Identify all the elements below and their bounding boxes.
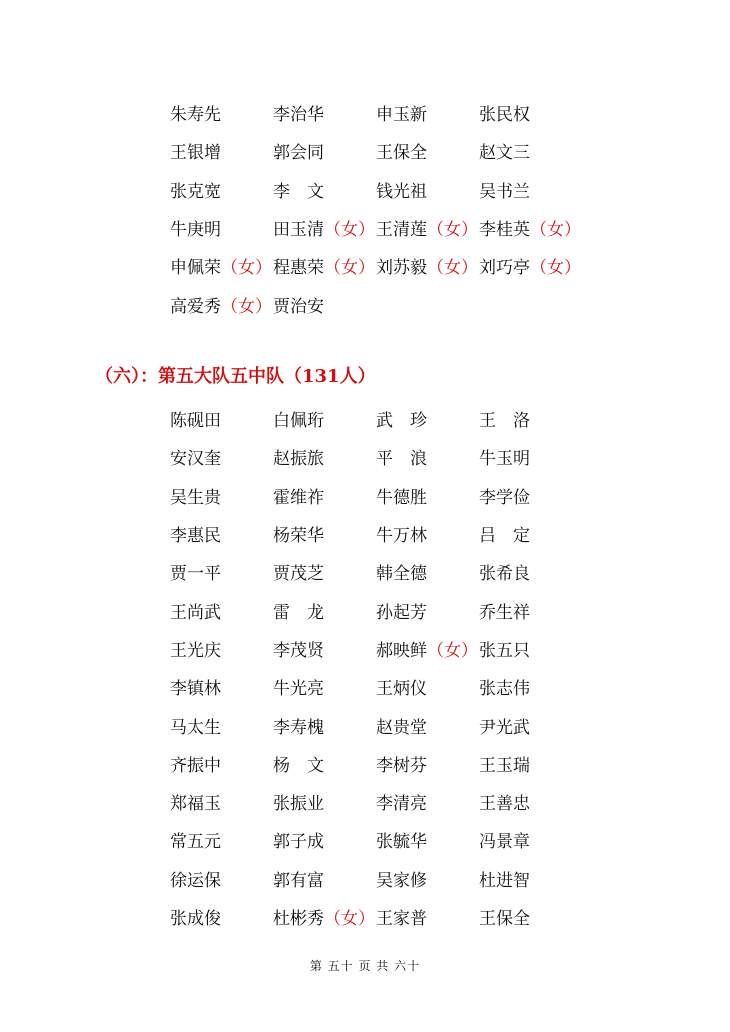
person-name: 赵振旅 (273, 449, 324, 470)
person-name: 赵文三 (479, 143, 530, 164)
female-tag: （女） (427, 258, 478, 279)
person-name: 牛玉明 (479, 449, 530, 470)
name-cell (376, 448, 479, 470)
person-name: 申佩荣 (170, 258, 221, 279)
name-row (170, 402, 630, 440)
name-row (170, 287, 630, 325)
name-cell (479, 525, 582, 547)
person-name: 吴家修 (376, 870, 427, 891)
name-cell (376, 831, 479, 853)
name-cell (273, 525, 376, 547)
person-name: 赵贵堂 (376, 717, 427, 738)
name-row (170, 785, 630, 823)
name-cell (479, 908, 582, 930)
female-tag: （女） (427, 640, 478, 661)
person-name: 朱寿先 (170, 105, 221, 126)
person-name: 孙起芳 (376, 602, 427, 623)
name-row (170, 440, 630, 478)
person-name: 申玉新 (376, 105, 427, 126)
name-row (170, 96, 630, 134)
page-footer: 第 五十 页 共 六十 (309, 959, 421, 973)
person-name: 李镇林 (170, 679, 221, 700)
name-row (170, 134, 630, 172)
person-name: 张民权 (479, 105, 530, 126)
name-cell (273, 602, 376, 624)
person-name: 马太生 (170, 717, 221, 738)
person-name: 张志伟 (479, 679, 530, 700)
name-cell (479, 104, 582, 126)
name-cell (273, 755, 376, 777)
name-cell (479, 142, 582, 164)
name-cell (170, 640, 273, 662)
person-name: 徐运保 (170, 870, 221, 891)
female-tag: （女） (221, 258, 272, 279)
name-cell (273, 410, 376, 432)
name-row (170, 823, 630, 861)
name-cell (376, 717, 479, 739)
person-name: 张希良 (479, 564, 530, 585)
person-name: 程惠荣 (273, 258, 324, 279)
name-cell (479, 870, 582, 892)
person-name: 杨荣华 (273, 526, 324, 547)
person-name: 郝映鲜 (376, 640, 427, 661)
person-name: 张五只 (479, 640, 530, 661)
name-cell (376, 257, 479, 279)
name-row (170, 173, 630, 211)
name-cell (376, 104, 479, 126)
person-name: 王家普 (376, 909, 427, 929)
name-cell (273, 487, 376, 509)
person-name: 平 浪 (376, 449, 427, 470)
name-cell (479, 410, 582, 432)
name-cell (479, 487, 582, 509)
person-name: 常五元 (170, 832, 221, 853)
name-cell (273, 142, 376, 164)
name-cell (479, 602, 582, 624)
person-name: 王善忠 (479, 794, 530, 815)
name-row (170, 900, 630, 938)
name-cell (479, 755, 582, 777)
person-name: 吴生贵 (170, 487, 221, 508)
name-cell (479, 257, 582, 279)
name-cell (479, 181, 582, 203)
name-cell (170, 870, 273, 892)
person-name: 郭子成 (273, 832, 324, 853)
name-cell (479, 563, 582, 585)
female-tag: （女） (427, 220, 478, 241)
person-name: 刘巧亭 (479, 258, 530, 279)
name-cell (273, 717, 376, 739)
person-name: 乔生祥 (479, 602, 530, 623)
person-name: 王尚武 (170, 602, 221, 623)
name-row (170, 517, 630, 555)
name-cell (273, 678, 376, 700)
name-row (170, 747, 630, 785)
name-row (170, 670, 630, 708)
female-tag: （女） (530, 258, 581, 279)
female-tag: （女） (324, 220, 375, 241)
name-cell (170, 142, 273, 164)
name-cell (170, 525, 273, 547)
female-tag: （女） (324, 909, 375, 929)
name-cell (170, 219, 273, 241)
person-name: 杨 文 (273, 755, 324, 776)
name-cell (170, 104, 273, 126)
person-name: 王玉瑞 (479, 755, 530, 776)
person-name: 张克宽 (170, 181, 221, 202)
name-cell (376, 793, 479, 815)
person-name: 尹光武 (479, 717, 530, 738)
name-cell (273, 104, 376, 126)
person-name: 郭会同 (273, 143, 324, 164)
person-name: 霍维祚 (273, 487, 324, 508)
person-name: 李 文 (273, 181, 324, 202)
name-cell (273, 448, 376, 470)
female-tag: （女） (324, 258, 375, 279)
name-row (170, 632, 630, 670)
person-name: 杜进智 (479, 870, 530, 891)
person-name: 贾一平 (170, 564, 221, 585)
name-cell (273, 831, 376, 853)
person-name: 李寿槐 (273, 717, 324, 738)
person-name: 王保全 (479, 909, 530, 929)
name-cell (170, 410, 273, 432)
person-name: 刘苏毅 (376, 258, 427, 279)
name-cell (170, 602, 273, 624)
name-cell (273, 870, 376, 892)
person-name: 张成俊 (170, 909, 221, 929)
person-name: 雷 龙 (273, 602, 324, 623)
name-cell (170, 563, 273, 585)
female-tag: （女） (530, 220, 581, 241)
person-name: 韩全德 (376, 564, 427, 585)
person-name: 王保全 (376, 143, 427, 164)
name-cell (273, 908, 376, 930)
person-name: 高爱秀 (170, 296, 221, 317)
person-name: 李惠民 (170, 526, 221, 547)
name-cell (376, 755, 479, 777)
person-name: 李茂贤 (273, 640, 324, 661)
person-name: 齐振中 (170, 755, 221, 776)
name-list-bottom (170, 402, 630, 938)
name-cell (376, 525, 479, 547)
person-name: 牛万林 (376, 526, 427, 547)
person-name: 王银增 (170, 143, 221, 164)
person-name: 张毓华 (376, 832, 427, 853)
person-name: 牛庚明 (170, 220, 221, 241)
person-name: 贾茂芝 (273, 564, 324, 585)
person-name: 安汉奎 (170, 449, 221, 470)
name-cell (273, 257, 376, 279)
name-cell (170, 487, 273, 509)
person-name: 王清莲 (376, 220, 427, 241)
person-name: 武 珍 (376, 411, 427, 432)
name-cell (170, 717, 273, 739)
name-cell (170, 296, 273, 318)
name-cell (479, 831, 582, 853)
person-name: 郑福玉 (170, 794, 221, 815)
person-name: 王光庆 (170, 640, 221, 661)
name-cell (273, 640, 376, 662)
name-row (170, 479, 630, 517)
person-name: 李治华 (273, 105, 324, 126)
name-cell (376, 142, 479, 164)
name-cell (170, 908, 273, 930)
name-row (170, 211, 630, 249)
name-cell (376, 908, 479, 930)
name-cell (479, 640, 582, 662)
name-cell (273, 181, 376, 203)
name-cell (376, 410, 479, 432)
person-name: 李清亮 (376, 794, 427, 815)
name-cell (170, 448, 273, 470)
name-cell (376, 602, 479, 624)
female-tag: （女） (221, 296, 272, 317)
person-name: 白佩珩 (273, 411, 324, 432)
person-name: 吕 定 (479, 526, 530, 547)
name-row (170, 249, 630, 287)
person-name: 郭有富 (273, 870, 324, 891)
name-cell (479, 448, 582, 470)
name-cell (170, 181, 273, 203)
name-row (170, 555, 630, 593)
person-name: 王炳仪 (376, 679, 427, 700)
name-cell (376, 563, 479, 585)
person-name: 牛光亮 (273, 679, 324, 700)
name-cell (479, 678, 582, 700)
person-name: 陈砚田 (170, 411, 221, 432)
name-cell (170, 793, 273, 815)
person-name: 杜彬秀 (273, 909, 324, 929)
name-cell (273, 793, 376, 815)
name-cell (170, 831, 273, 853)
name-cell (479, 793, 582, 815)
person-name: 钱光祖 (376, 181, 427, 202)
name-cell (170, 678, 273, 700)
person-name: 贾治安 (273, 296, 324, 317)
person-name: 冯景章 (479, 832, 530, 853)
person-name: 张振业 (273, 794, 324, 815)
person-name: 吴书兰 (479, 181, 530, 202)
person-name: 李桂英 (479, 220, 530, 241)
person-name: 李学俭 (479, 487, 530, 508)
person-name: 牛德胜 (376, 487, 427, 508)
name-row (170, 708, 630, 746)
name-cell (273, 563, 376, 585)
name-cell (376, 181, 479, 203)
person-name: 李树芬 (376, 755, 427, 776)
name-row (170, 862, 630, 900)
name-cell (170, 755, 273, 777)
name-cell (376, 640, 479, 662)
name-cell (376, 219, 479, 241)
person-name: 田玉清 (273, 220, 324, 241)
section-title: （六）：第五大队五中队（131人） (95, 366, 376, 387)
name-cell (376, 678, 479, 700)
name-cell (479, 219, 582, 241)
name-cell (376, 487, 479, 509)
person-name: 王 洛 (479, 411, 530, 432)
name-cell (376, 870, 479, 892)
name-list-top (170, 96, 630, 326)
name-cell (273, 296, 376, 318)
name-cell (170, 257, 273, 279)
name-cell (479, 717, 582, 739)
name-cell (273, 219, 376, 241)
name-row (170, 593, 630, 631)
